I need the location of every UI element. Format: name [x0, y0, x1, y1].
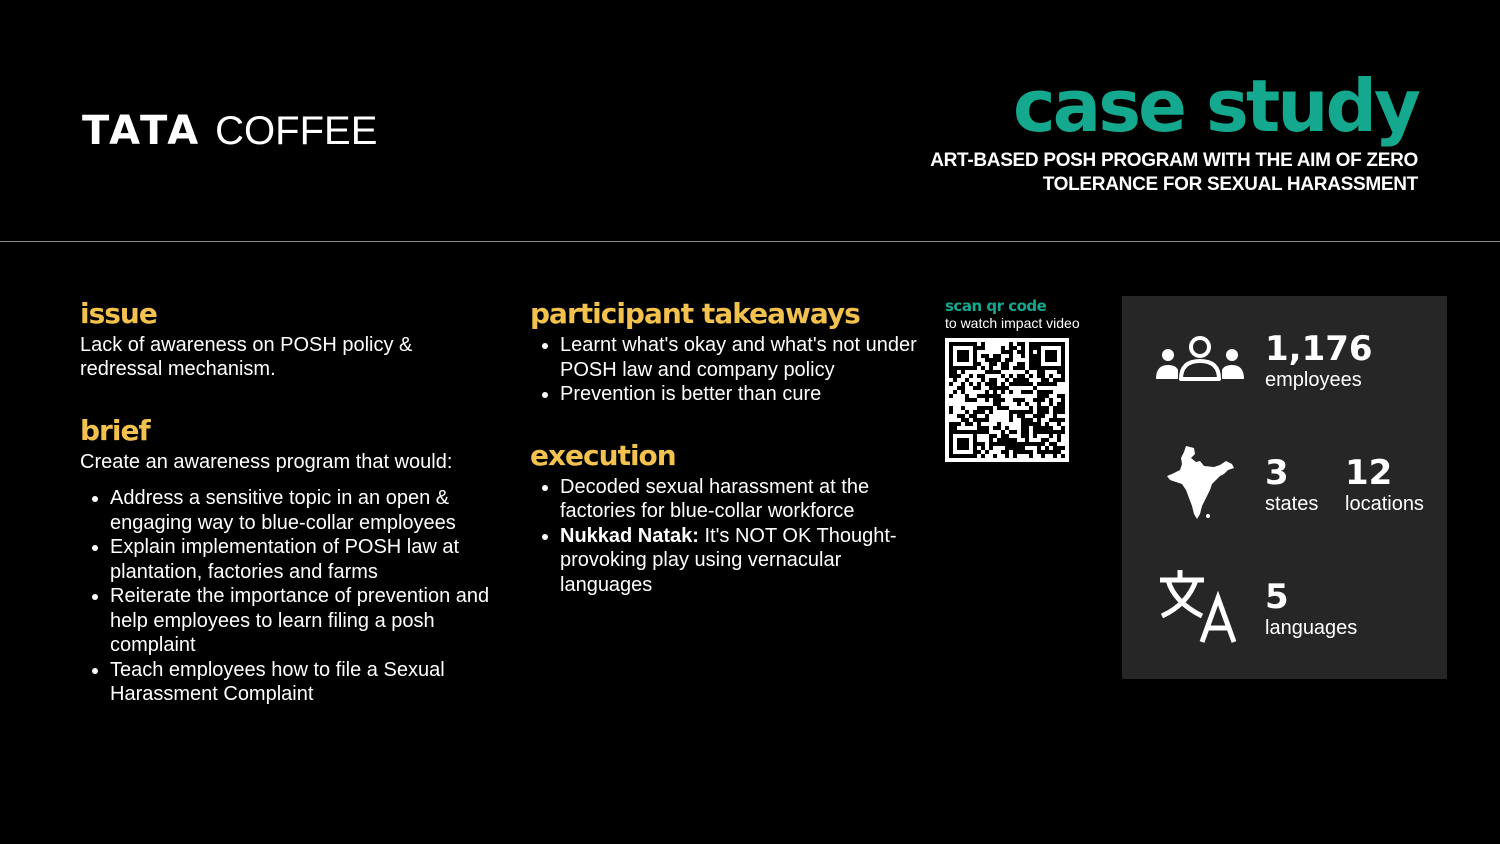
- nukkad-natak-label: Nukkad Natak:: [560, 524, 699, 547]
- takeaways-heading: participant takeaways: [530, 297, 860, 330]
- employees-label: employees: [1265, 369, 1362, 391]
- issue-heading: issue: [80, 297, 157, 330]
- people-group-icon: [1154, 336, 1246, 387]
- list-item: • Reiterate the importance of prevention and help employees to learn filing a posh complaint: [110, 584, 500, 658]
- list-item: • Teach employees how to file a Sexual Harassment Complaint: [110, 658, 500, 707]
- list-item: • Explain implementation of POSH law at plantation, factories and farms: [110, 535, 500, 584]
- list-item: • Decoded sexual harassment at the factories for blue-collar workforce: [560, 475, 920, 524]
- brief-list: [80, 486, 500, 707]
- locations-value: 12: [1345, 453, 1393, 493]
- qr-heading: scan qr code: [945, 297, 1047, 315]
- takeaways-execution-column: [530, 297, 920, 597]
- qr-subtext: to watch impact video: [945, 315, 1080, 331]
- tata-coffee-logo: [82, 108, 377, 154]
- employees-stat: [1265, 330, 1373, 392]
- logo-product: COFFEE: [215, 109, 378, 153]
- header-divider: [0, 241, 1500, 242]
- qr-code-icon[interactable]: [945, 338, 1069, 462]
- brief-heading: brief: [80, 414, 150, 447]
- takeaways-list: [530, 333, 920, 407]
- locations-stat: [1345, 454, 1424, 516]
- translate-icon: [1158, 568, 1242, 649]
- page-subtitle: ART-BASED POSH PROGRAM WITH THE AIM OF ZERO TOLERANCE FOR SEXUAL HARASSMENT: [930, 150, 1418, 195]
- states-label: states: [1265, 493, 1319, 515]
- nukkad-natak-text: It's NOT OK Thought-provoking play using vernacular languages: [560, 524, 897, 596]
- execution-heading: execution: [530, 438, 676, 472]
- states-stat: [1265, 454, 1318, 516]
- india-map-icon: [1164, 444, 1236, 525]
- list-item: • Learnt what's okay and what's not under POSH law and company policy: [560, 333, 920, 382]
- execution-list: [530, 475, 920, 598]
- languages-value: 5: [1265, 577, 1289, 617]
- states-value: 3: [1265, 453, 1289, 493]
- list-item: • Address a sensitive topic in an open & engaging way to blue-collar employees: [110, 486, 500, 535]
- qr-section: [945, 297, 1115, 462]
- languages-stat: [1265, 578, 1357, 640]
- page-title: case study: [1012, 64, 1418, 148]
- stats-panel: [1122, 296, 1447, 679]
- issue-text: Lack of awareness on POSH policy & redressal mechanism.: [80, 334, 413, 380]
- list-item: • Prevention is better than cure: [560, 382, 920, 407]
- logo-brand: TATA: [82, 108, 202, 154]
- employees-value: 1,176: [1265, 329, 1373, 369]
- brief-intro: Create an awareness program that would:: [80, 451, 453, 473]
- locations-label: locations: [1345, 493, 1424, 515]
- list-item: [560, 524, 920, 598]
- languages-label: languages: [1265, 617, 1358, 639]
- issue-brief-column: [80, 297, 500, 707]
